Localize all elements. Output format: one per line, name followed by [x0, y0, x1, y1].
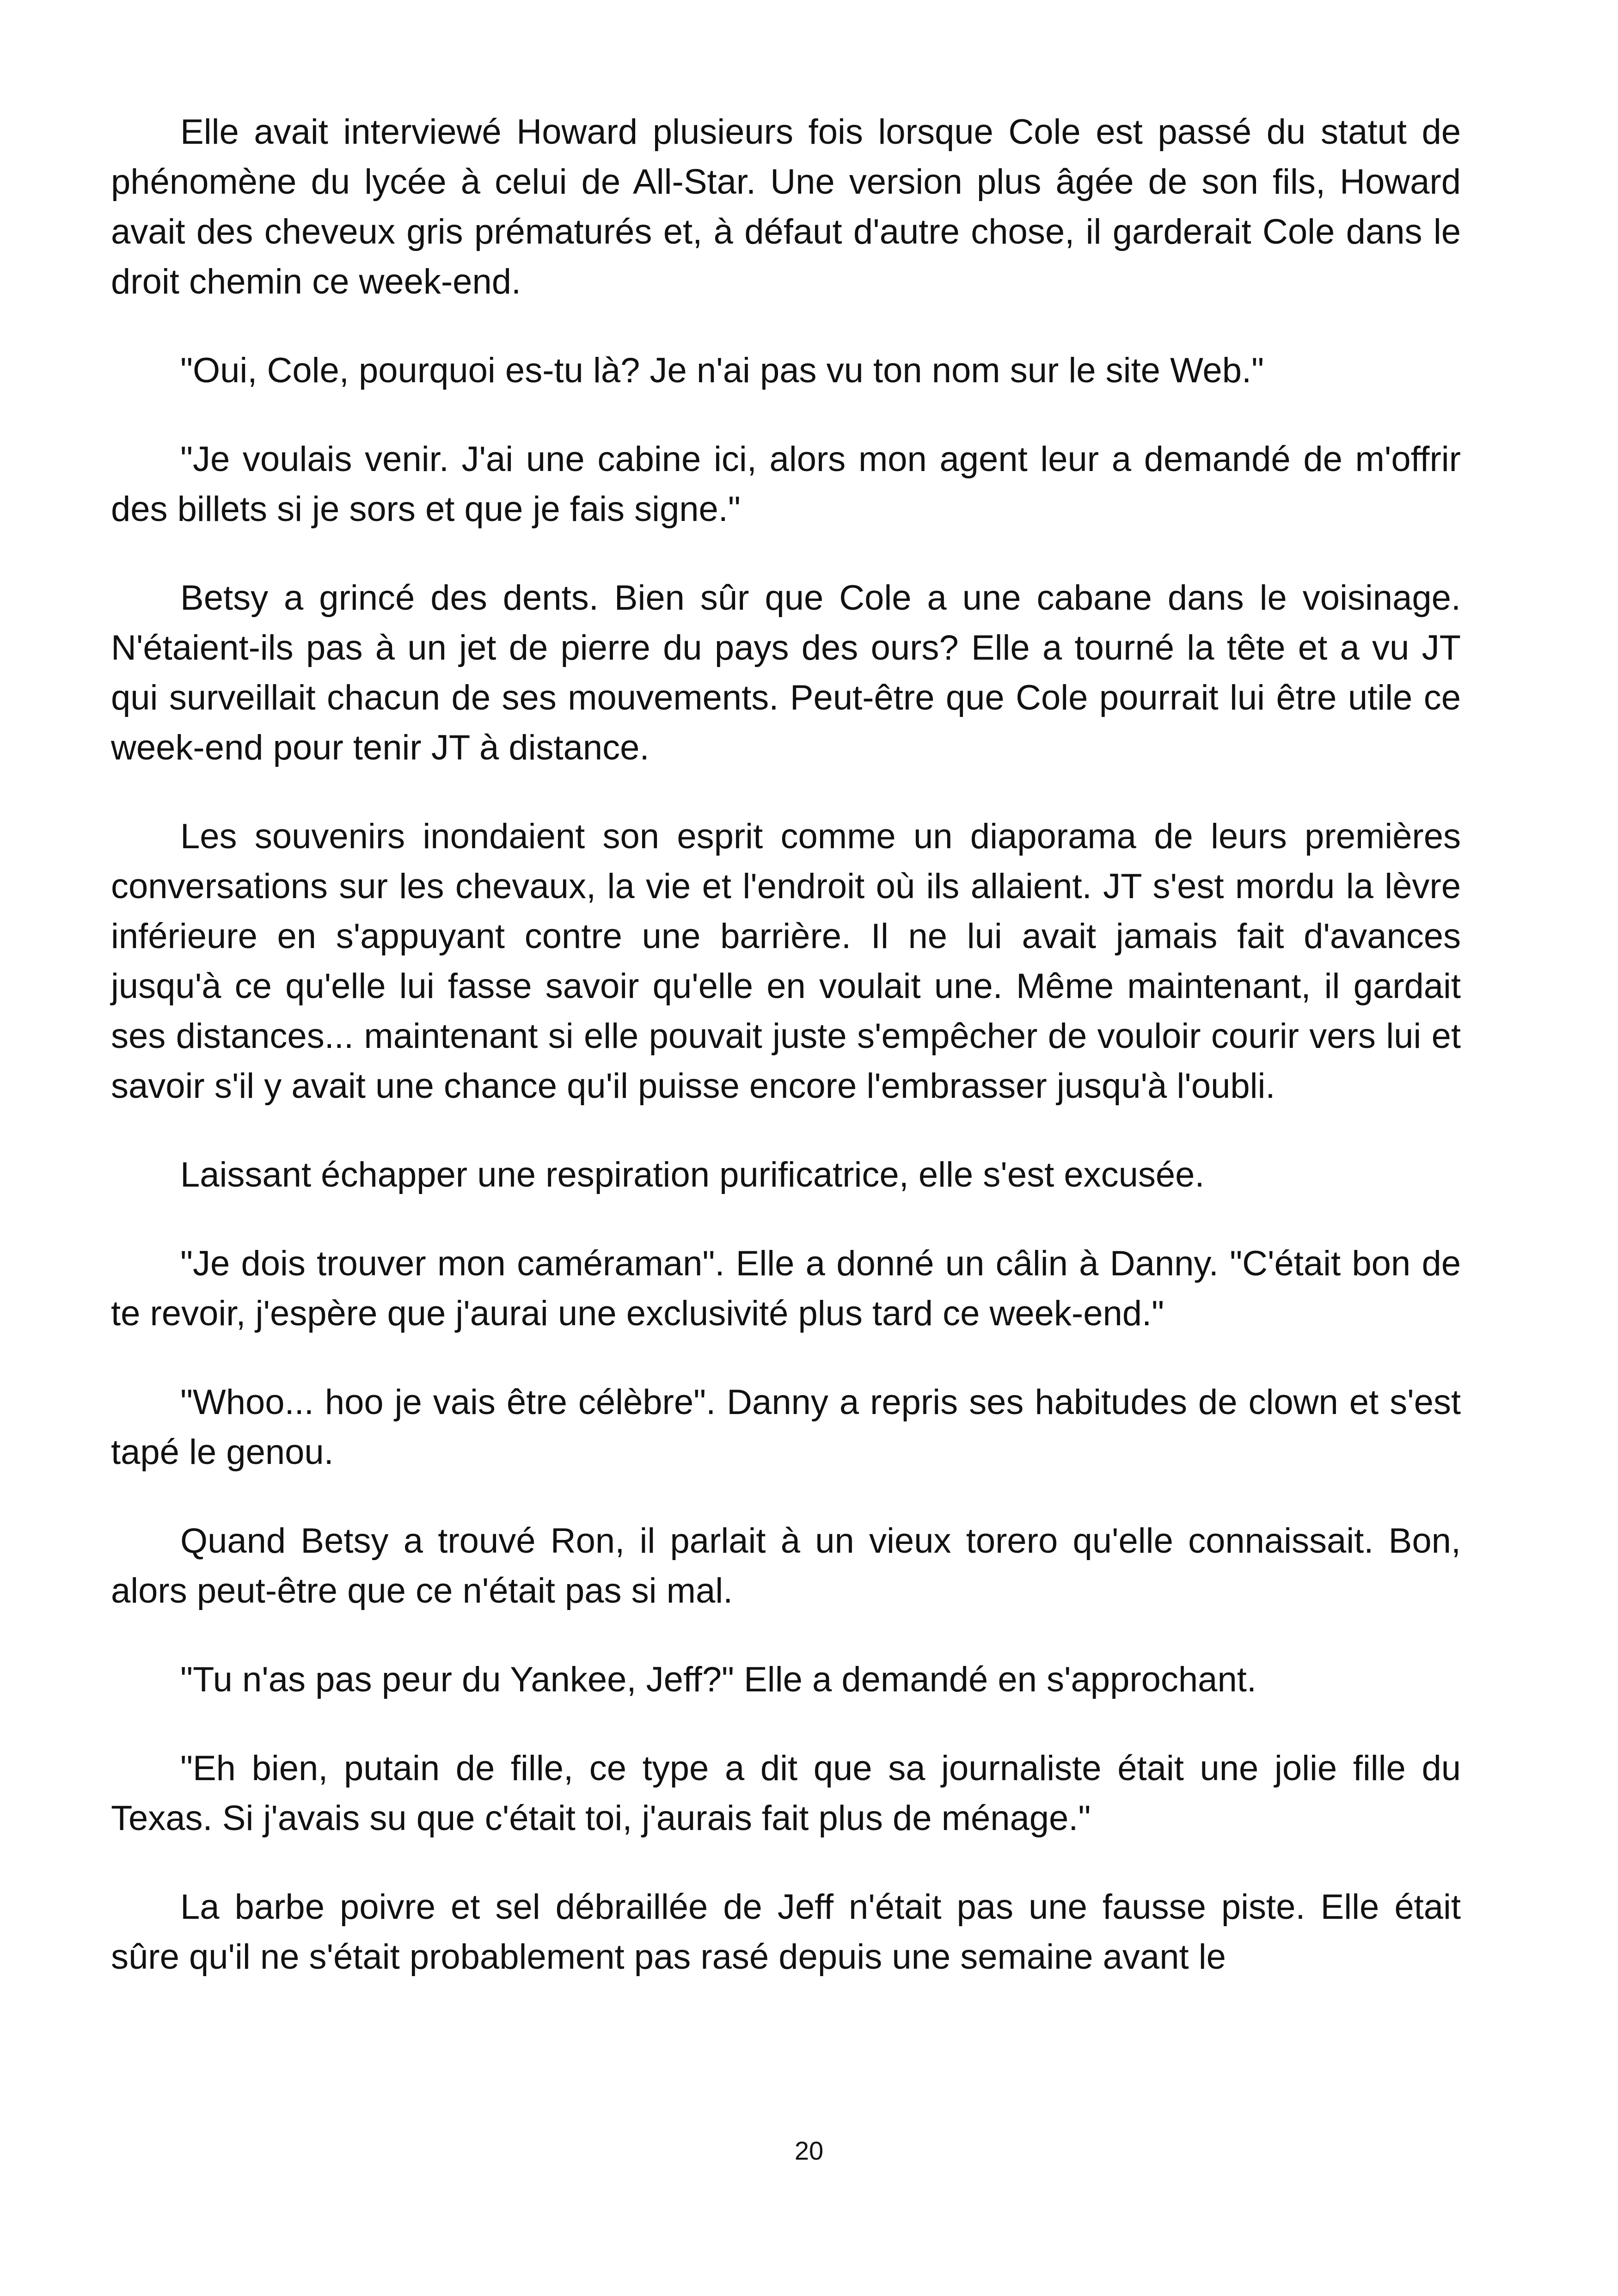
- paragraph: "Eh bien, putain de fille, ce type a dit que sa journaliste était une jolie fille du Texas. Si j'avais su que c'était toi, j'aurais fait plus de ménage.": [111, 1749, 1461, 1838]
- paragraph: "Whoo... hoo je vais être célèbre". Danny a repris ses habitudes de clown et s'est tapé le genou.: [111, 1383, 1461, 1472]
- paragraph: Betsy a grincé des dents. Bien sûr que Cole a une cabane dans le voisinage. N'étaient-ils pas à un jet de pierre du pays des ours? Elle a tourné la tête et a vu JT qui surveillait chacun de ses mouvements. Peut-être que Cole pourrait lui être utile ce week-end pour tenir JT à distance.: [111, 578, 1461, 767]
- paragraph: La barbe poivre et sel débraillée de Jeff n'était pas une fausse piste. Elle était sûre qu'il ne s'était probablement pas rasé depuis une semaine avant le: [111, 1887, 1461, 1977]
- page-number: 20: [794, 2136, 824, 2165]
- paragraph: "Je dois trouver mon caméraman". Elle a donné un câlin à Danny. "C'était bon de te revoir, j'espère que j'aurai une exclusivité plus tard ce week-end.": [111, 1244, 1461, 1333]
- paragraph: Les souvenirs inondaient son esprit comme un diaporama de leurs premières conversations sur les chevaux, la vie et l'endroit où ils allaient. JT s'est mordu la lèvre inférieure en s'appuyant contre une barrière. Il ne lui avait jamais fait d'avances jusqu'à ce qu'elle lui fasse savoir qu'elle en voulait une. Même maintenant, il gardait ses distances... maintenant si elle pouvait juste s'empêcher de vouloir courir vers lui et savoir s'il y avait une chance qu'il puisse encore l'embrasser jusqu'à l'oubli.: [111, 817, 1461, 1106]
- paragraph: Laissant échapper une respiration purificatrice, elle s'est excusée.: [180, 1155, 1205, 1194]
- body-text: [111, 107, 1461, 2021]
- paragraph: "Je voulais venir. J'ai une cabine ici, alors mon agent leur a demandé de m'offrir des billets si je sors et que je fais signe.": [111, 440, 1461, 529]
- paragraph: Elle avait interviewé Howard plusieurs fois lorsque Cole est passé du statut de phénomène du lycée à celui de All-Star. Une version plus âgée de son fils, Howard avait des cheveux gris prématurés et, à défaut d'autre chose, il garderait Cole dans le droit chemin ce week-end.: [111, 112, 1461, 301]
- paragraph: "Oui, Cole, pourquoi es-tu là? Je n'ai pas vu ton nom sur le site Web.": [180, 351, 1264, 390]
- paragraph: "Tu n'as pas peur du Yankee, Jeff?" Elle a demandé en s'approchant.: [180, 1660, 1256, 1699]
- paragraph: Quand Betsy a trouvé Ron, il parlait à un vieux torero qu'elle connaissait. Bon, alors peut-être que ce n'était pas si mal.: [111, 1521, 1461, 1610]
